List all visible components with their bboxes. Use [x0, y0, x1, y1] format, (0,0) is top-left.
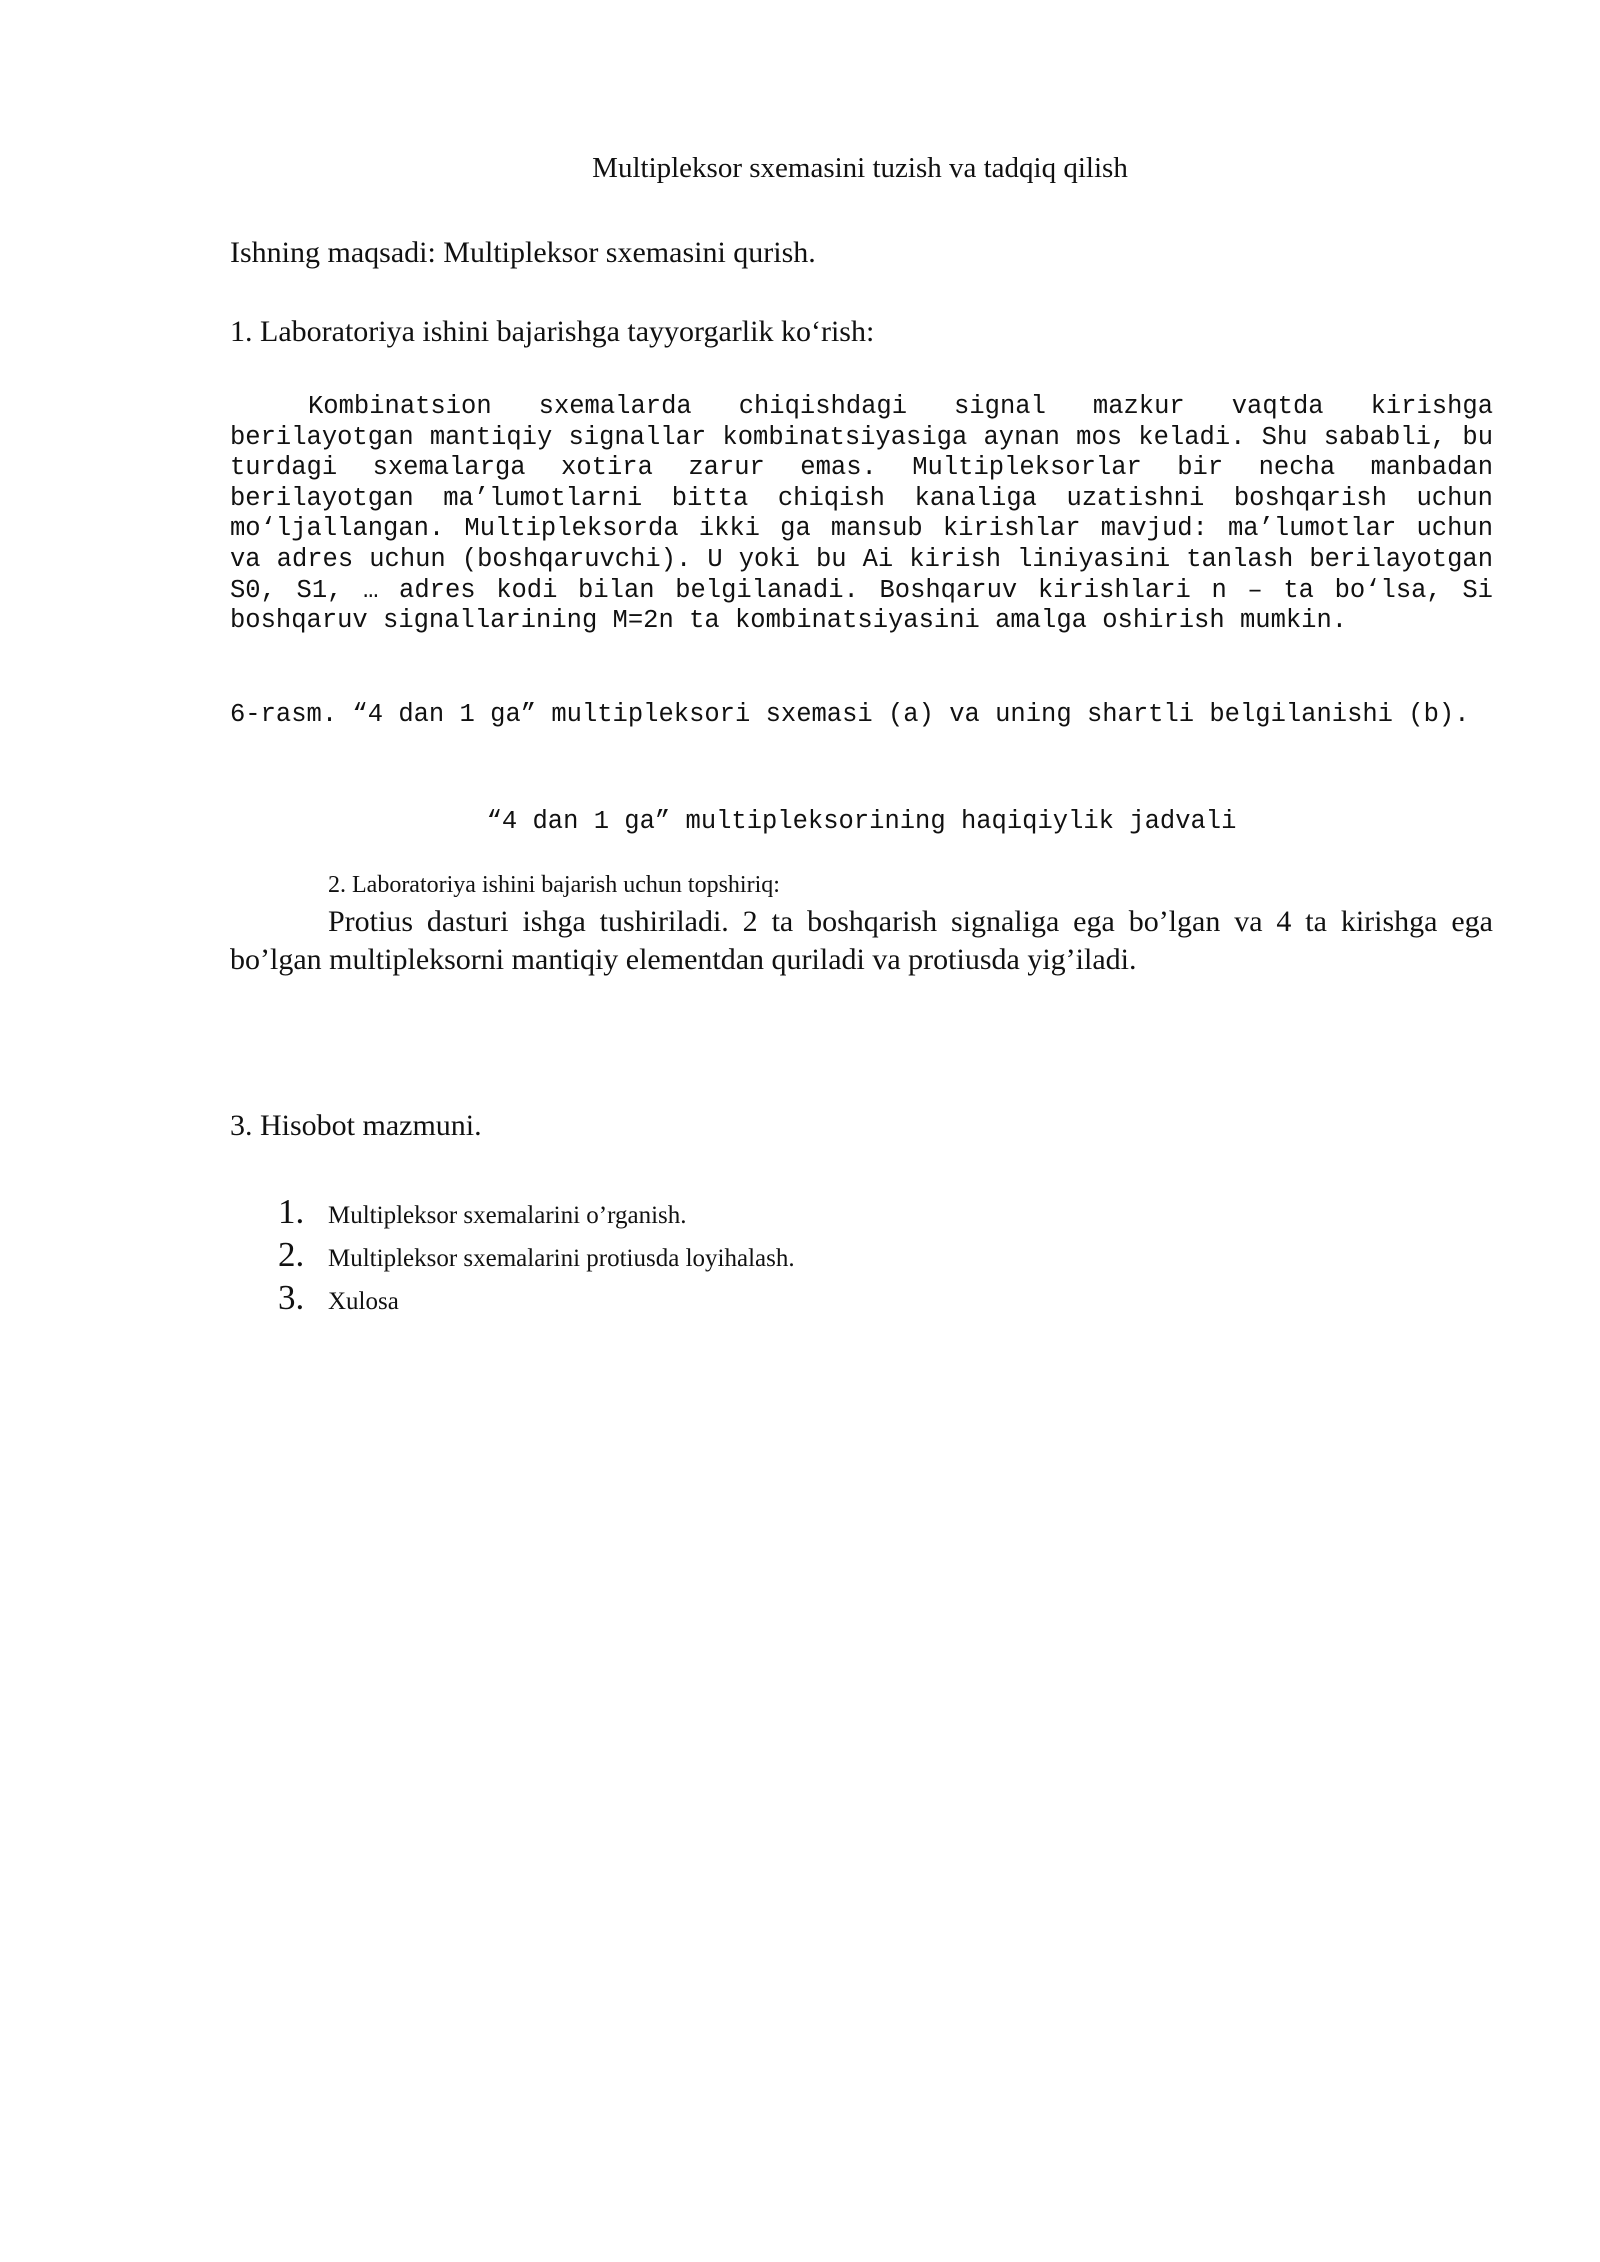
list-item-text: Multipleksor sxemalarini protiusda loyihalash. — [328, 1245, 795, 1272]
list-item — [278, 1190, 795, 1233]
document-title: Multipleksor sxemasini tuzish va tadqiq qilish — [592, 152, 1128, 184]
work-goal: Ishning maqsadi: Multipleksor sxemasini qurish. — [230, 236, 816, 269]
section-1-heading: 1. Laboratoriya ishini bajarishga tayyorgarlik ko‘rish: — [230, 315, 875, 348]
section-1-body: Kombinatsion sxemalarda chiqishdagi signal mazkur vaqtda kirishga berilayotgan mantiqiy signallar kombinatsiyasiga aynan mos keladi. Shu sababli, bu turdagi sxemalarga xotira zarur emas. Multipleksorlar bir necha manbadan berilayotgan ma’lumotlarni bitta chiqish kanaliga uzatishni boshqarish uchun mo‘ljallangan. Multipleksorda ikki ga mansub kirishlar mavjud: ma’lumotlar uchun va adres uchun (boshqaruvchi). U yoki bu Ai kirish liniyasini tanlash berilayotgan S0, S1, … adres kodi bilan belgilanadi. Boshqaruv kirishlari n – ta bo‘lsa, Si boshqaruv signallarining M=2n ta kombinatsiyasini amalga oshirish mumkin. — [230, 392, 1493, 636]
list-item — [278, 1233, 795, 1276]
list-item-number: 1. — [278, 1192, 305, 1231]
section-2-body: Protius dasturi ishga tushiriladi. 2 ta boshqarish signaliga ega bo’lgan va 4 ta kirishga ega bo’lgan multipleksorni mantiqiy elementdan quriladi va protiusda yig’iladi. — [230, 905, 1493, 976]
report-list — [278, 1190, 795, 1319]
truth-table-title: “4 dan 1 ga” multipleksorining haqiqiylik jadvali — [486, 807, 1237, 836]
list-item-text: Multipleksor sxemalarini o’rganish. — [328, 1202, 687, 1229]
list-item-number: 3. — [278, 1278, 305, 1317]
list-item-text: Xulosa — [328, 1288, 399, 1315]
section-2-heading: 2. Laboratoriya ishini bajarish uchun topshiriq: — [328, 872, 780, 898]
figure-caption: 6-rasm. “4 dan 1 ga” multipleksori sxemasi (a) va uning shartli belgilanishi (b). — [230, 700, 1470, 729]
section-3-heading: 3. Hisobot mazmuni. — [230, 1109, 482, 1142]
list-item — [278, 1276, 795, 1319]
list-item-number: 2. — [278, 1235, 305, 1274]
